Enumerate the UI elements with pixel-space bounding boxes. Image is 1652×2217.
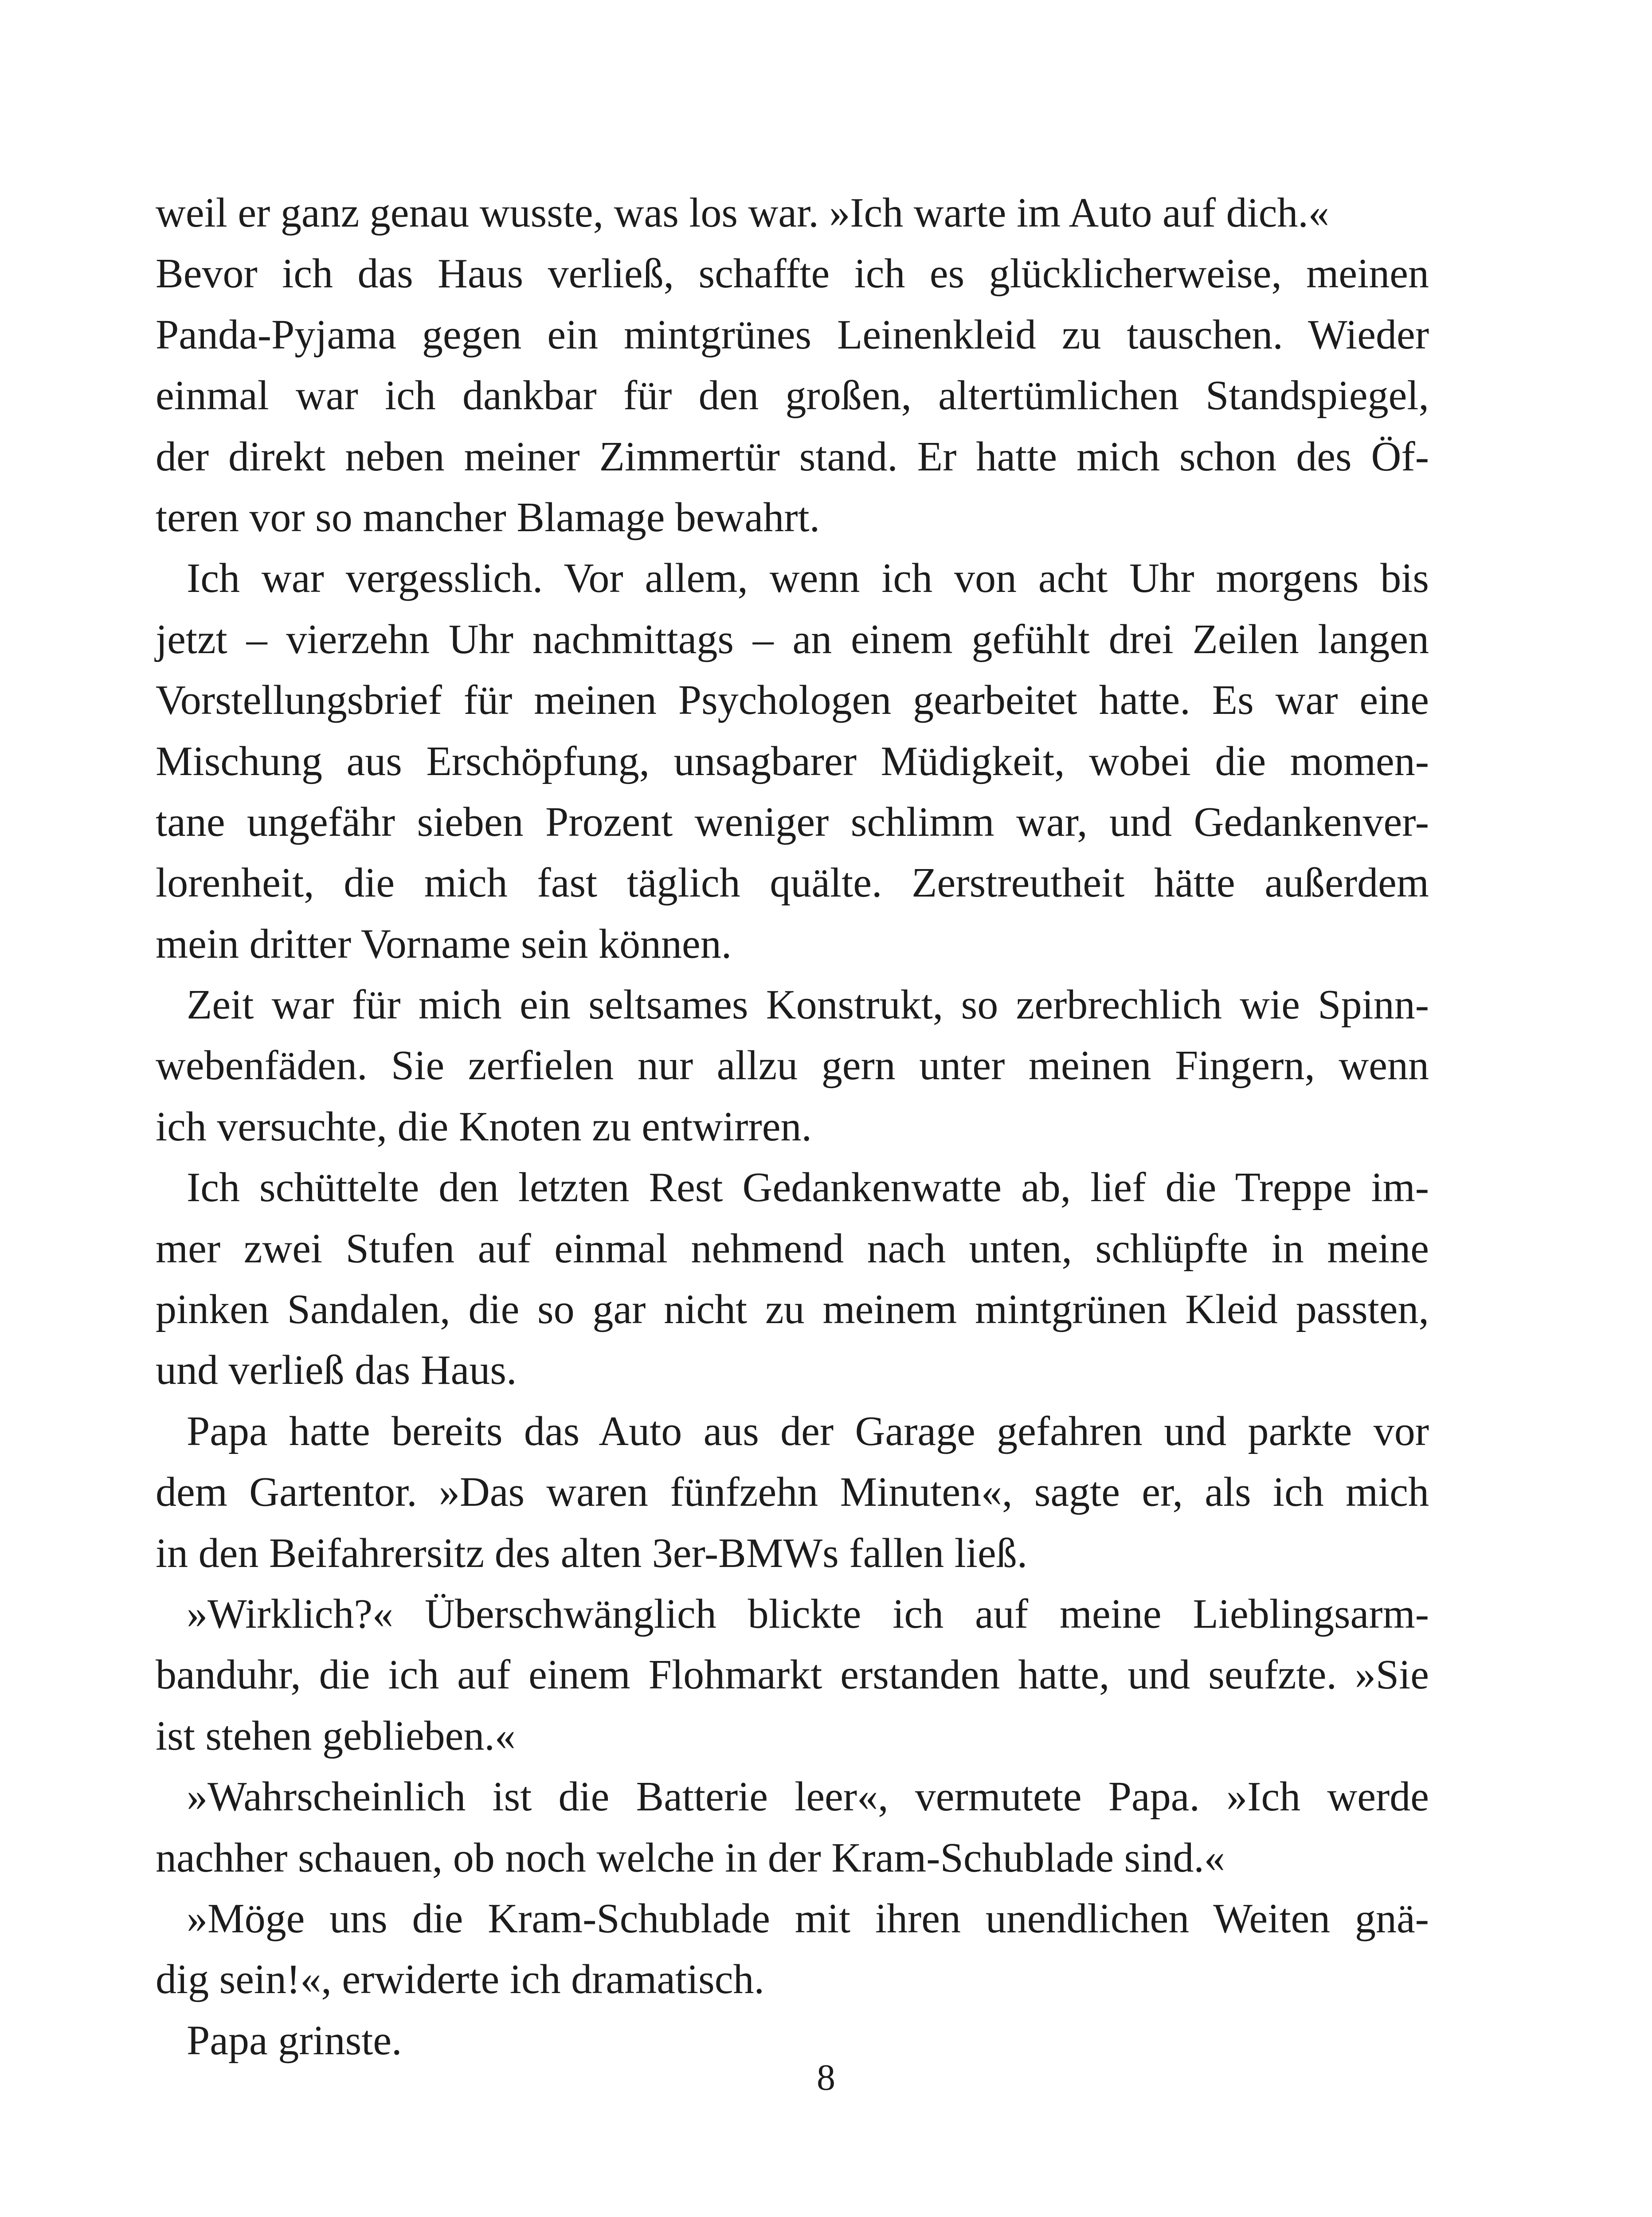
text-line: webenfäden. Sie zerfielen nur allzu gern unter meinen Fingern, wenn xyxy=(156,1042,1429,1089)
text-line: ich versuchte, die Knoten zu entwirren. xyxy=(156,1103,812,1150)
text-line: lorenheit, die mich fast täglich quälte. Zerstreutheit hätte außerdem xyxy=(156,860,1429,906)
text-line: Ich schüttelte den letzten Rest Gedankenwatte ab, lief die Treppe im- xyxy=(187,1164,1429,1211)
text-line: nachher schauen, ob noch welche in der Kram-Schublade sind.« xyxy=(156,1834,1225,1881)
text-line: Zeit war für mich ein seltsames Konstrukt, so zerbrechlich wie Spinn- xyxy=(187,982,1429,1028)
text-line: dig sein!«, erwiderte ich dramatisch. xyxy=(156,1956,764,2003)
text-line: und verließ das Haus. xyxy=(156,1347,517,1394)
page-number: 8 xyxy=(817,2057,835,2098)
text-line: mein dritter Vorname sein können. xyxy=(156,920,732,967)
text-line: »Wirklich?« Überschwänglich blickte ich auf meine Lieblingsarm- xyxy=(187,1590,1429,1637)
text-line: Ich war vergesslich. Vor allem, wenn ich von acht Uhr morgens bis xyxy=(187,555,1429,602)
body-text xyxy=(156,183,1429,2071)
text-line: weil er ganz genau wusste, was los war. »Ich warte im Auto auf dich.« xyxy=(156,190,1329,236)
text-line: »Wahrscheinlich ist die Batterie leer«, vermutete Papa. »Ich werde xyxy=(187,1774,1429,1820)
text-line: Papa grinste. xyxy=(187,2017,402,2064)
text-line: der direkt neben meiner Zimmertür stand. Er hatte mich schon des Öf- xyxy=(156,433,1429,480)
text-line: Papa hatte bereits das Auto aus der Garage gefahren und parkte vor xyxy=(187,1408,1429,1454)
text-line: ist stehen geblieben.« xyxy=(156,1712,516,1759)
text-line: Bevor ich das Haus verließ, schaffte ich es glücklicherweise, meinen xyxy=(156,251,1429,297)
text-line: pinken Sandalen, die so gar nicht zu meinem mintgrünen Kleid passten, xyxy=(156,1286,1429,1333)
text-line: Vorstellungsbrief für meinen Psychologen gearbeitet hatte. Es war eine xyxy=(156,677,1429,724)
text-line: dem Gartentor. »Das waren fünfzehn Minuten«, sagte er, als ich mich xyxy=(156,1469,1429,1516)
text-line: teren vor so mancher Blamage bewahrt. xyxy=(156,494,820,541)
text-line: Mischung aus Erschöpfung, unsagbarer Müdigkeit, wobei die momen- xyxy=(156,738,1429,784)
text-line: jetzt – vierzehn Uhr nachmittags – an einem gefühlt drei Zeilen langen xyxy=(156,616,1429,662)
text-line: banduhr, die ich auf einem Flohmarkt erstanden hatte, und seufzte. »Sie xyxy=(156,1652,1429,1698)
text-line: tane ungefähr sieben Prozent weniger schlimm war, und Gedankenver- xyxy=(156,799,1429,845)
text-line: mer zwei Stufen auf einmal nehmend nach unten, schlüpfte in meine xyxy=(156,1225,1429,1272)
text-line: »Möge uns die Kram-Schublade mit ihren unendlichen Weiten gnä- xyxy=(187,1895,1429,1942)
text-line: Panda-Pyjama gegen ein mintgrünes Leinenkleid zu tauschen. Wieder xyxy=(156,311,1429,358)
text-line: in den Beifahrersitz des alten 3er-BMWs fallen ließ. xyxy=(156,1530,1028,1576)
text-line: einmal war ich dankbar für den großen, altertümlichen Standspiegel, xyxy=(156,372,1429,419)
